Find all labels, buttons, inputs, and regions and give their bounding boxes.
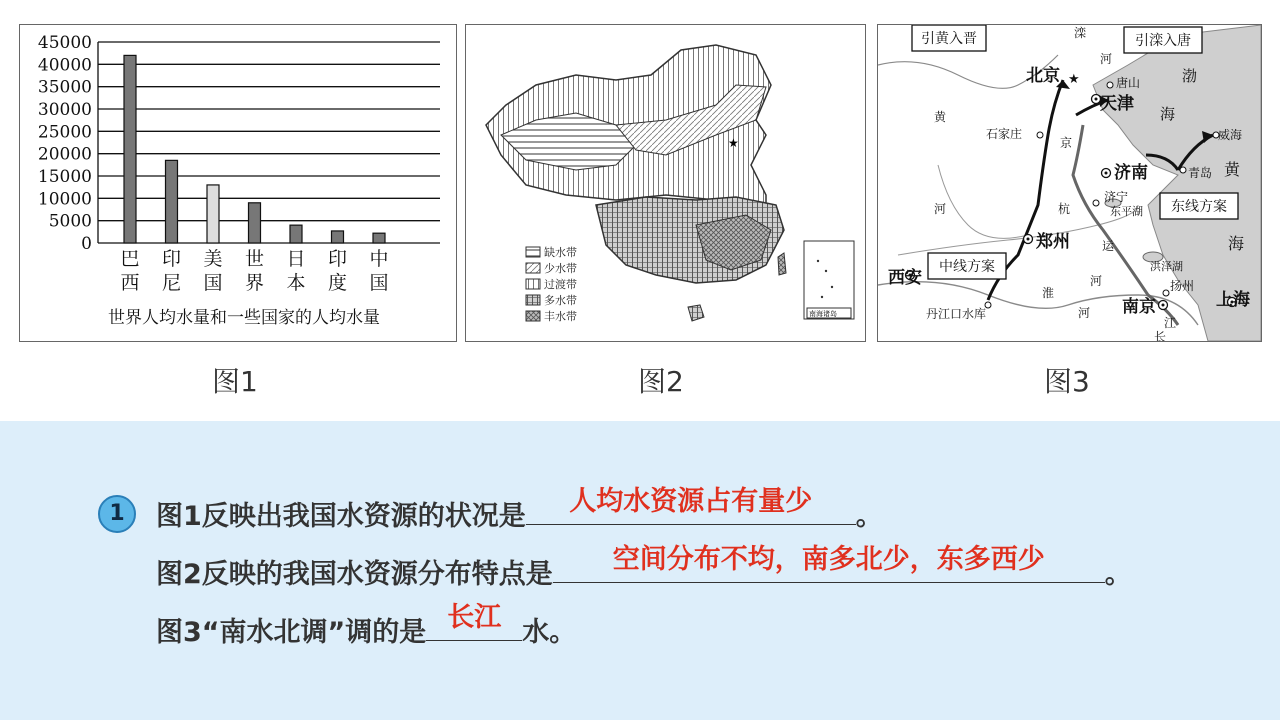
bar-chart-svg xyxy=(20,25,456,341)
answer-1: 人均水资源占有量少 xyxy=(569,486,813,517)
category-label: 印 xyxy=(327,248,348,270)
bar-巴西 xyxy=(124,55,136,243)
y-tick-label: 35000 xyxy=(37,77,92,98)
south-china-sea-inset xyxy=(804,241,854,319)
city-label-large: 济南 xyxy=(1114,163,1148,183)
water-label: 渤 xyxy=(1182,67,1198,85)
legend-label: 多水带 xyxy=(544,294,577,307)
line2-suffix: 。 xyxy=(1104,559,1132,590)
river-label: 河 xyxy=(1090,274,1103,288)
water-label: 海 xyxy=(1160,105,1176,123)
figure-3-diversion-map xyxy=(877,24,1262,342)
y-tick-label: 0 xyxy=(81,234,92,254)
route-box-label: 引滦入唐 xyxy=(1135,33,1191,49)
category-label: 西 xyxy=(120,272,140,294)
city-label-small: 石家庄 xyxy=(986,127,1023,141)
category-label: 界 xyxy=(244,272,265,294)
question-line-3 xyxy=(156,602,577,649)
water-label: 洪泽湖 xyxy=(1150,260,1183,273)
bar-印度 xyxy=(332,231,344,243)
y-tick-label: 20000 xyxy=(37,144,92,165)
line3-suffix: 水。 xyxy=(522,617,577,648)
city-label-large: 郑州 xyxy=(1036,232,1070,252)
legend-swatch xyxy=(526,263,540,273)
water-label: 海 xyxy=(1228,234,1245,253)
city-label-small: 唐山 xyxy=(1116,76,1141,90)
city-label-large: 南京 xyxy=(1122,297,1156,317)
figure-3-label: 图3 xyxy=(1044,365,1090,398)
category-label: 世 xyxy=(244,248,265,270)
diversion-route-map xyxy=(878,25,1261,341)
city-label-small: 青岛 xyxy=(1188,166,1213,180)
river-label: 黄 xyxy=(934,110,947,124)
category-label: 美 xyxy=(203,248,223,270)
y-tick-label: 5000 xyxy=(48,211,92,232)
city-label-large: 上海 xyxy=(1216,290,1250,310)
category-label: 国 xyxy=(369,272,389,294)
legend-label: 少水带 xyxy=(544,262,577,275)
city-marker-small xyxy=(1180,167,1186,173)
beijing-star-icon: ★ xyxy=(728,136,739,150)
bar-美国 xyxy=(207,185,219,243)
figure-1-label: 图1 xyxy=(212,365,258,398)
question-line-2 xyxy=(156,544,1132,591)
inset-label: 南海诸岛 xyxy=(809,310,837,318)
china-water-map xyxy=(466,25,865,341)
y-tick-label: 45000 xyxy=(37,33,92,53)
city-label-large: 西安 xyxy=(888,268,922,288)
water-label: 东平湖 xyxy=(1110,205,1143,218)
river-label: 河 xyxy=(934,202,947,216)
legend-swatch xyxy=(526,295,540,305)
question-line-1 xyxy=(156,486,883,533)
river-label: 长 xyxy=(1154,330,1167,341)
y-tick-label: 10000 xyxy=(37,189,92,210)
category-label: 度 xyxy=(327,272,348,294)
figure-2-label: 图2 xyxy=(638,365,684,398)
answer-2: 空间分布不均，南多北少，东多西少 xyxy=(612,544,1045,575)
route-box-label: 引黄入晋 xyxy=(921,31,977,47)
bar-日本 xyxy=(290,225,302,243)
chart-title: 世界人均水量和一些国家的人均水量 xyxy=(108,308,380,328)
water-label: 黄 xyxy=(1224,160,1241,179)
figure-2-water-map xyxy=(465,24,866,342)
line2-prefix: 图2反映的我国水资源分布特点是 xyxy=(156,559,553,590)
route-box-label: 中线方案 xyxy=(939,259,995,275)
y-tick-label: 30000 xyxy=(37,100,92,120)
city-label-large: 北京 xyxy=(1026,66,1060,86)
legend-label: 缺水带 xyxy=(544,246,577,259)
category-label: 尼 xyxy=(161,272,182,294)
line1-suffix: 。 xyxy=(855,501,883,532)
category-label: 国 xyxy=(203,272,223,294)
category-label: 中 xyxy=(369,248,389,270)
legend-label: 过渡带 xyxy=(544,278,577,291)
legend-swatch xyxy=(526,311,540,321)
river-label: 运 xyxy=(1102,239,1115,253)
city-marker-small xyxy=(1107,82,1113,88)
line1-prefix: 图1反映出我国水资源的状况是 xyxy=(156,501,526,532)
river-label: 江 xyxy=(1164,316,1177,330)
bar-中国 xyxy=(373,233,385,243)
city-marker-small xyxy=(1093,200,1099,206)
figure-1-bar-chart xyxy=(19,24,457,342)
city-label-large: 天津 xyxy=(1100,94,1134,114)
y-tick-label: 25000 xyxy=(37,122,92,143)
city-label-small: 济宁 xyxy=(1104,190,1129,204)
map-legend xyxy=(526,245,577,323)
legend-swatch xyxy=(526,247,540,257)
answer-3: 长江 xyxy=(447,602,502,633)
river-label: 河 xyxy=(1078,306,1091,320)
city-marker-small xyxy=(1037,132,1043,138)
city-label-small: 丹江口水库 xyxy=(926,307,987,321)
category-label: 日 xyxy=(286,248,306,270)
river-label: 河 xyxy=(1100,52,1113,66)
y-tick-label: 15000 xyxy=(37,167,92,187)
city-label-small: 扬州 xyxy=(1170,279,1195,293)
y-tick-label: 40000 xyxy=(37,55,92,76)
city-label-small: 威海 xyxy=(1218,128,1243,142)
answer-blank-1[interactable] xyxy=(526,486,856,525)
category-label: 巴 xyxy=(120,248,140,270)
river-label: 京 xyxy=(1060,136,1073,150)
category-label: 印 xyxy=(161,248,182,270)
route-box-label: 东线方案 xyxy=(1171,199,1227,215)
bar-印尼 xyxy=(166,160,178,243)
answer-blank-3[interactable] xyxy=(426,602,522,641)
river-label: 滦 xyxy=(1074,26,1087,40)
legend-label: 丰水带 xyxy=(544,310,577,323)
category-label: 本 xyxy=(286,272,306,294)
taiwan-island xyxy=(778,253,786,275)
hainan-island xyxy=(688,305,704,321)
river-label: 淮 xyxy=(1042,286,1055,300)
line3-prefix: 图3“南水北调”调的是 xyxy=(156,617,427,648)
river-label: 杭 xyxy=(1058,202,1071,216)
question-number-badge: 1 xyxy=(98,495,136,533)
beijing-star-icon: ★ xyxy=(1068,72,1080,87)
city-marker-small xyxy=(1163,290,1169,296)
bar-世界 xyxy=(249,203,261,243)
legend-swatch xyxy=(526,279,540,289)
answer-blank-2[interactable] xyxy=(553,544,1105,583)
